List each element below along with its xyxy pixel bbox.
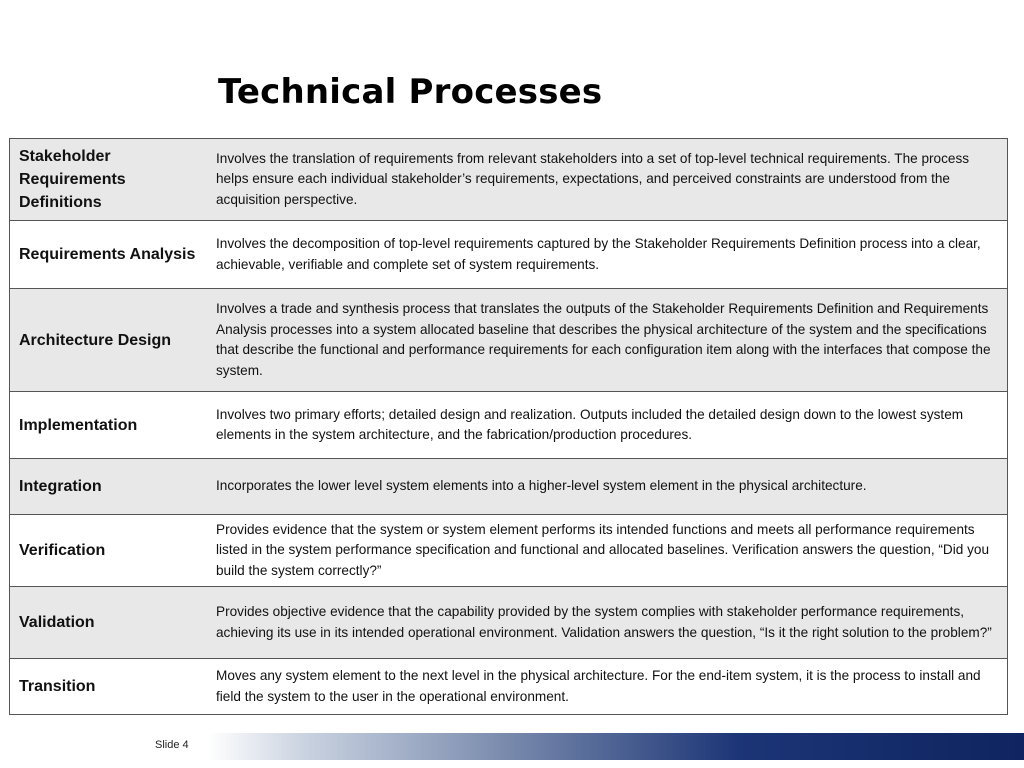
process-name: Architecture Design <box>10 289 209 392</box>
process-name: Integration <box>10 459 209 515</box>
process-name: Stakeholder Requirements Definitions <box>10 139 209 221</box>
process-description: Provides objective evidence that the capability provided by the system complies with stakeholder performance requirements, achieving its use in its intended operational environment. Validation answers the question, “Is it the right solution to the problem?” <box>208 587 1008 659</box>
process-name: Transition <box>10 659 209 715</box>
process-name: Implementation <box>10 392 209 459</box>
process-table <box>9 138 1008 715</box>
table-row <box>10 515 1008 587</box>
process-description: Involves two primary efforts; detailed design and realization. Outputs included the detailed design down to the lowest system elements in the system architecture, and the fabrication/production procedures. <box>208 392 1008 459</box>
table-row <box>10 587 1008 659</box>
process-description: Involves a trade and synthesis process that translates the outputs of the Stakeholder Requirements Definition and Requirements Analysis processes into a system allocated baseline that describes the physical architecture of the system and the specifications that describe the functional and performance requirements for each configuration item along with the interfaces that compose the system. <box>208 289 1008 392</box>
table-row <box>10 139 1008 221</box>
process-description: Provides evidence that the system or system element performs its intended functions and meets all performance requirements listed in the system performance specification and functional and allocated baselines. Verification answers the question, “Did you build the system correctly?” <box>208 515 1008 587</box>
process-description: Involves the decomposition of top-level requirements captured by the Stakeholder Requirements Definition process into a clear, achievable, verifiable and complete set of system requirements. <box>208 221 1008 289</box>
footer-gradient-bar <box>208 733 1024 760</box>
process-description: Incorporates the lower level system elements into a higher-level system element in the physical architecture. <box>208 459 1008 515</box>
table-row <box>10 459 1008 515</box>
table-row <box>10 289 1008 392</box>
slide-number: Slide 4 <box>155 739 189 751</box>
slide-title: Technical Processes <box>218 72 603 112</box>
table-row <box>10 221 1008 289</box>
process-description: Moves any system element to the next level in the physical architecture. For the end-item system, it is the process to install and field the system to the user in the operational environment. <box>208 659 1008 715</box>
process-name: Verification <box>10 515 209 587</box>
table-row <box>10 659 1008 715</box>
process-name: Requirements Analysis <box>10 221 209 289</box>
table-row <box>10 392 1008 459</box>
process-description: Involves the translation of requirements from relevant stakeholders into a set of top-level technical requirements. The process helps ensure each individual stakeholder’s requirements, expectations, and perceived constraints are understood from the acquisition perspective. <box>208 139 1008 221</box>
process-name: Validation <box>10 587 209 659</box>
